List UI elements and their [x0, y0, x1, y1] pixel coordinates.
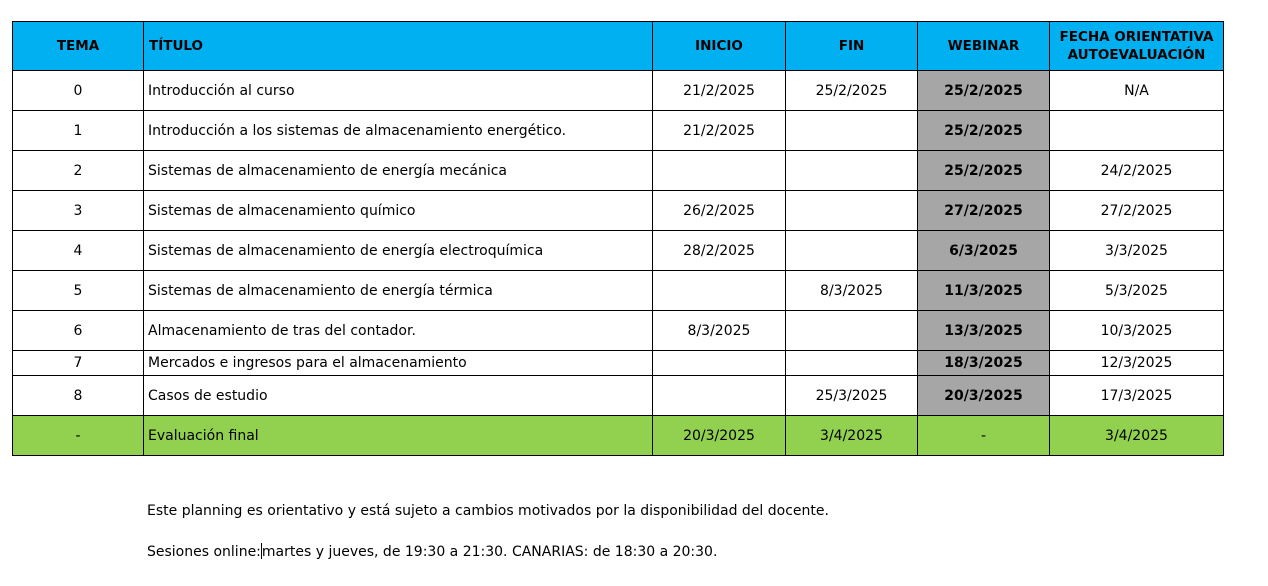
cell-webinar: 20/3/2025 [918, 376, 1050, 416]
cell-titulo: Evaluación final [144, 416, 653, 456]
cell-autoevaluacion: 3/3/2025 [1050, 231, 1224, 271]
cell-webinar: 6/3/2025 [918, 231, 1050, 271]
cell-fin [786, 231, 918, 271]
disclaimer-note: Este planning es orientativo y está sujeto a cambios motivados por la disponibilidad del docente. [147, 503, 829, 519]
table-row [13, 311, 1224, 351]
cell-webinar: 25/2/2025 [918, 151, 1050, 191]
cell-autoevaluacion: 5/3/2025 [1050, 271, 1224, 311]
cell-tema: 5 [13, 271, 144, 311]
table-row [13, 351, 1224, 376]
cell-titulo: Introducción a los sistemas de almacenamiento energético. [144, 111, 653, 151]
table-row [13, 271, 1224, 311]
cell-fin [786, 351, 918, 376]
cell-inicio [653, 376, 786, 416]
cell-autoevaluacion: 10/3/2025 [1050, 311, 1224, 351]
cell-tema: 3 [13, 191, 144, 231]
cell-inicio: 21/2/2025 [653, 71, 786, 111]
header-fin: FIN [786, 22, 918, 71]
cell-inicio: 28/2/2025 [653, 231, 786, 271]
cell-tema: 7 [13, 351, 144, 376]
cell-tema: 2 [13, 151, 144, 191]
cell-webinar: 25/2/2025 [918, 111, 1050, 151]
header-autoeval-line2: AUTOEVALUACIÓN [1067, 47, 1206, 63]
table-body [13, 71, 1224, 456]
cell-webinar: 13/3/2025 [918, 311, 1050, 351]
table-row [13, 71, 1224, 111]
header-tema: TEMA [13, 22, 144, 71]
cell-tema: 8 [13, 376, 144, 416]
header-titulo: TÍTULO [144, 22, 653, 71]
table-row [13, 231, 1224, 271]
final-evaluation-row [13, 416, 1224, 456]
cell-fin [786, 151, 918, 191]
table-row [13, 151, 1224, 191]
cell-inicio: 8/3/2025 [653, 311, 786, 351]
cell-inicio: 21/2/2025 [653, 111, 786, 151]
cell-titulo: Sistemas de almacenamiento químico [144, 191, 653, 231]
cell-autoevaluacion: 24/2/2025 [1050, 151, 1224, 191]
cell-fin: 8/3/2025 [786, 271, 918, 311]
cell-titulo: Sistemas de almacenamiento de energía electroquímica [144, 231, 653, 271]
sessions-label: Sesiones online: [147, 544, 261, 560]
cell-tema: 4 [13, 231, 144, 271]
cell-autoevaluacion: N/A [1050, 71, 1224, 111]
cell-titulo: Almacenamiento de tras del contador. [144, 311, 653, 351]
cell-tema: 6 [13, 311, 144, 351]
cell-autoevaluacion [1050, 111, 1224, 151]
cell-autoevaluacion: 3/4/2025 [1050, 416, 1224, 456]
cell-fin [786, 191, 918, 231]
header-autoevaluacion [1050, 22, 1224, 71]
table-row [13, 191, 1224, 231]
planning-table [12, 21, 1224, 456]
cell-titulo: Sistemas de almacenamiento de energía térmica [144, 271, 653, 311]
cell-fin: 3/4/2025 [786, 416, 918, 456]
cell-tema: - [13, 416, 144, 456]
cell-titulo: Mercados e ingresos para el almacenamiento [144, 351, 653, 376]
cell-fin [786, 111, 918, 151]
header-webinar: WEBINAR [918, 22, 1050, 71]
cell-fin: 25/2/2025 [786, 71, 918, 111]
cell-tema: 0 [13, 71, 144, 111]
cell-inicio [653, 271, 786, 311]
cell-tema: 1 [13, 111, 144, 151]
header-autoeval-line1: FECHA ORIENTATIVA [1059, 29, 1214, 45]
table-row [13, 111, 1224, 151]
cell-inicio [653, 151, 786, 191]
cell-fin [786, 311, 918, 351]
cell-autoevaluacion: 27/2/2025 [1050, 191, 1224, 231]
cell-inicio [653, 351, 786, 376]
header-inicio: INICIO [653, 22, 786, 71]
header-row [13, 22, 1224, 71]
cell-inicio: 20/3/2025 [653, 416, 786, 456]
sessions-text: martes y jueves, de 19:30 a 21:30. CANARIAS: de 18:30 a 20:30. [261, 544, 718, 560]
cell-titulo: Introducción al curso [144, 71, 653, 111]
cell-webinar: 11/3/2025 [918, 271, 1050, 311]
cell-fin: 25/3/2025 [786, 376, 918, 416]
cell-titulo: Sistemas de almacenamiento de energía mecánica [144, 151, 653, 191]
cell-webinar: 27/2/2025 [918, 191, 1050, 231]
cell-inicio: 26/2/2025 [653, 191, 786, 231]
cell-autoevaluacion: 17/3/2025 [1050, 376, 1224, 416]
cell-webinar: 25/2/2025 [918, 71, 1050, 111]
sessions-note [147, 543, 717, 560]
cell-titulo: Casos de estudio [144, 376, 653, 416]
cell-webinar: 18/3/2025 [918, 351, 1050, 376]
table-row [13, 376, 1224, 416]
cell-webinar: - [918, 416, 1050, 456]
cell-autoevaluacion: 12/3/2025 [1050, 351, 1224, 376]
